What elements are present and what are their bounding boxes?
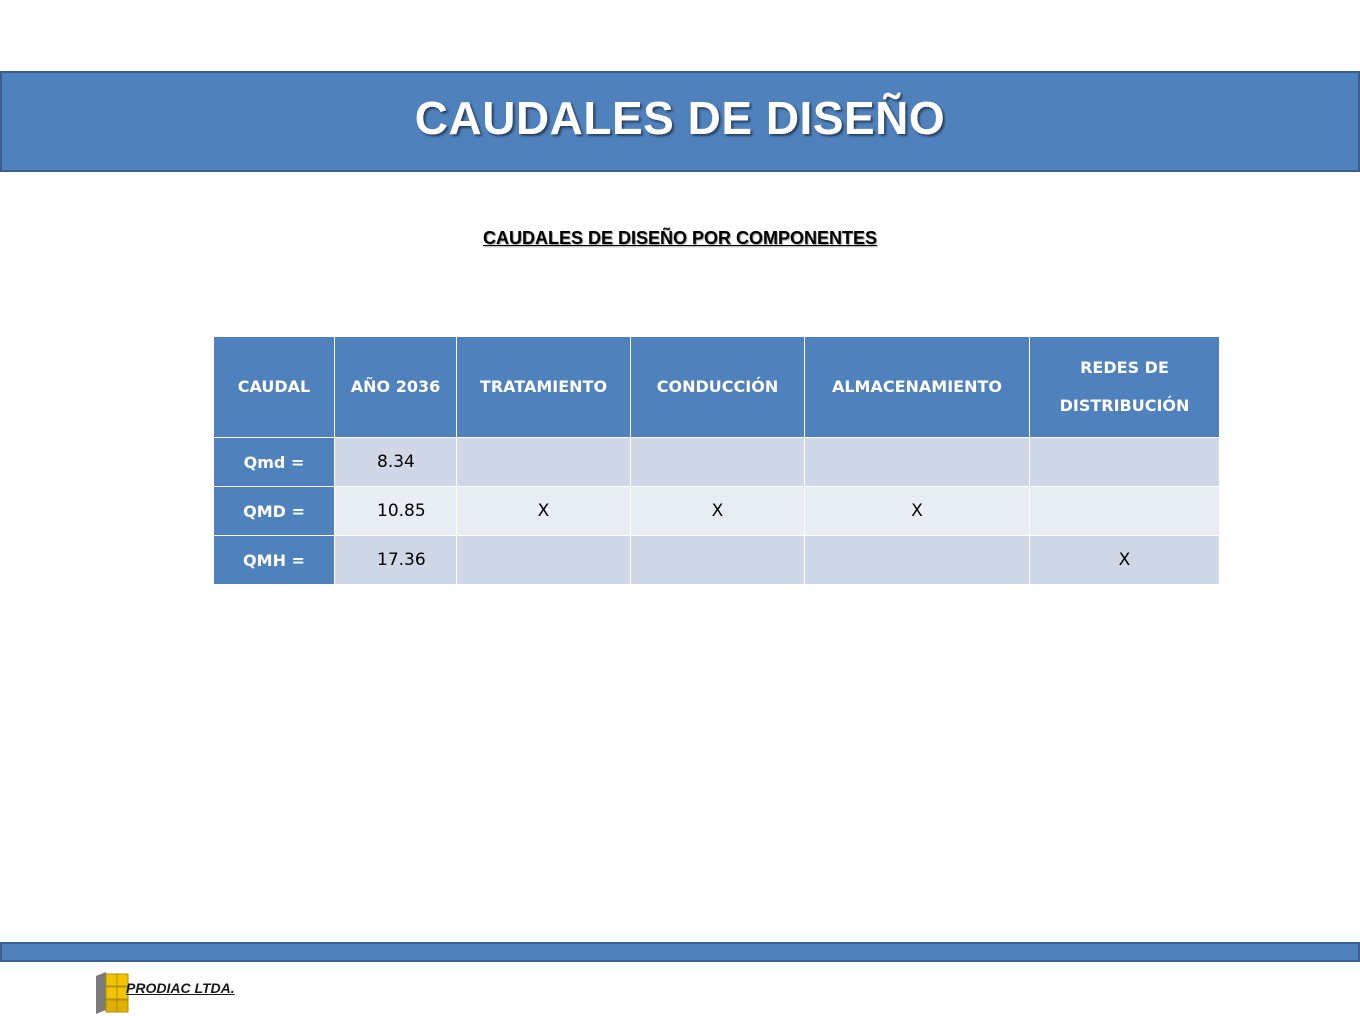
row-label: Qmd = — [214, 438, 335, 487]
redes-cell — [1030, 487, 1220, 536]
row-label: QMH = — [214, 536, 335, 585]
design-flows-table — [213, 336, 1220, 585]
header-almacenamiento: ALMACENAMIENTO — [805, 337, 1030, 438]
table-row — [214, 536, 1220, 585]
company-logo — [90, 970, 235, 1014]
header-conduccion: CONDUCCIÓN — [631, 337, 805, 438]
conduccion-cell — [631, 438, 805, 487]
logo-text: PRODIAC LTDA. — [126, 980, 235, 996]
redes-cell: X — [1030, 536, 1220, 585]
almacenamiento-cell: X — [805, 487, 1030, 536]
slide-subtitle: CAUDALES DE DISEÑO POR COMPONENTES — [482, 228, 878, 248]
table-row — [214, 487, 1220, 536]
year-value: 10.85 — [335, 487, 457, 536]
slide-title: CAUDALES DE DISEÑO — [414, 92, 946, 144]
header-year: AÑO 2036 — [335, 337, 457, 438]
tratamiento-cell: X — [457, 487, 631, 536]
row-label: QMD = — [214, 487, 335, 536]
table-row — [214, 438, 1220, 487]
almacenamiento-cell — [805, 536, 1030, 585]
header-redes-line2: DISTRIBUCIÓN — [1059, 396, 1190, 415]
conduccion-cell — [631, 536, 805, 585]
header-caudal: CAUDAL — [214, 337, 335, 438]
footer-bar — [0, 942, 1360, 962]
conduccion-cell: X — [631, 487, 805, 536]
header-tratamiento: TRATAMIENTO — [457, 337, 631, 438]
tratamiento-cell — [457, 536, 631, 585]
table-header-row — [214, 337, 1220, 438]
title-banner — [0, 71, 1360, 172]
year-value: 8.34 — [335, 438, 457, 487]
almacenamiento-cell — [805, 438, 1030, 487]
tratamiento-cell — [457, 438, 631, 487]
header-redes-line1: REDES DE — [1080, 358, 1169, 377]
redes-cell — [1030, 438, 1220, 487]
header-redes — [1030, 337, 1220, 438]
year-value: 17.36 — [335, 536, 457, 585]
